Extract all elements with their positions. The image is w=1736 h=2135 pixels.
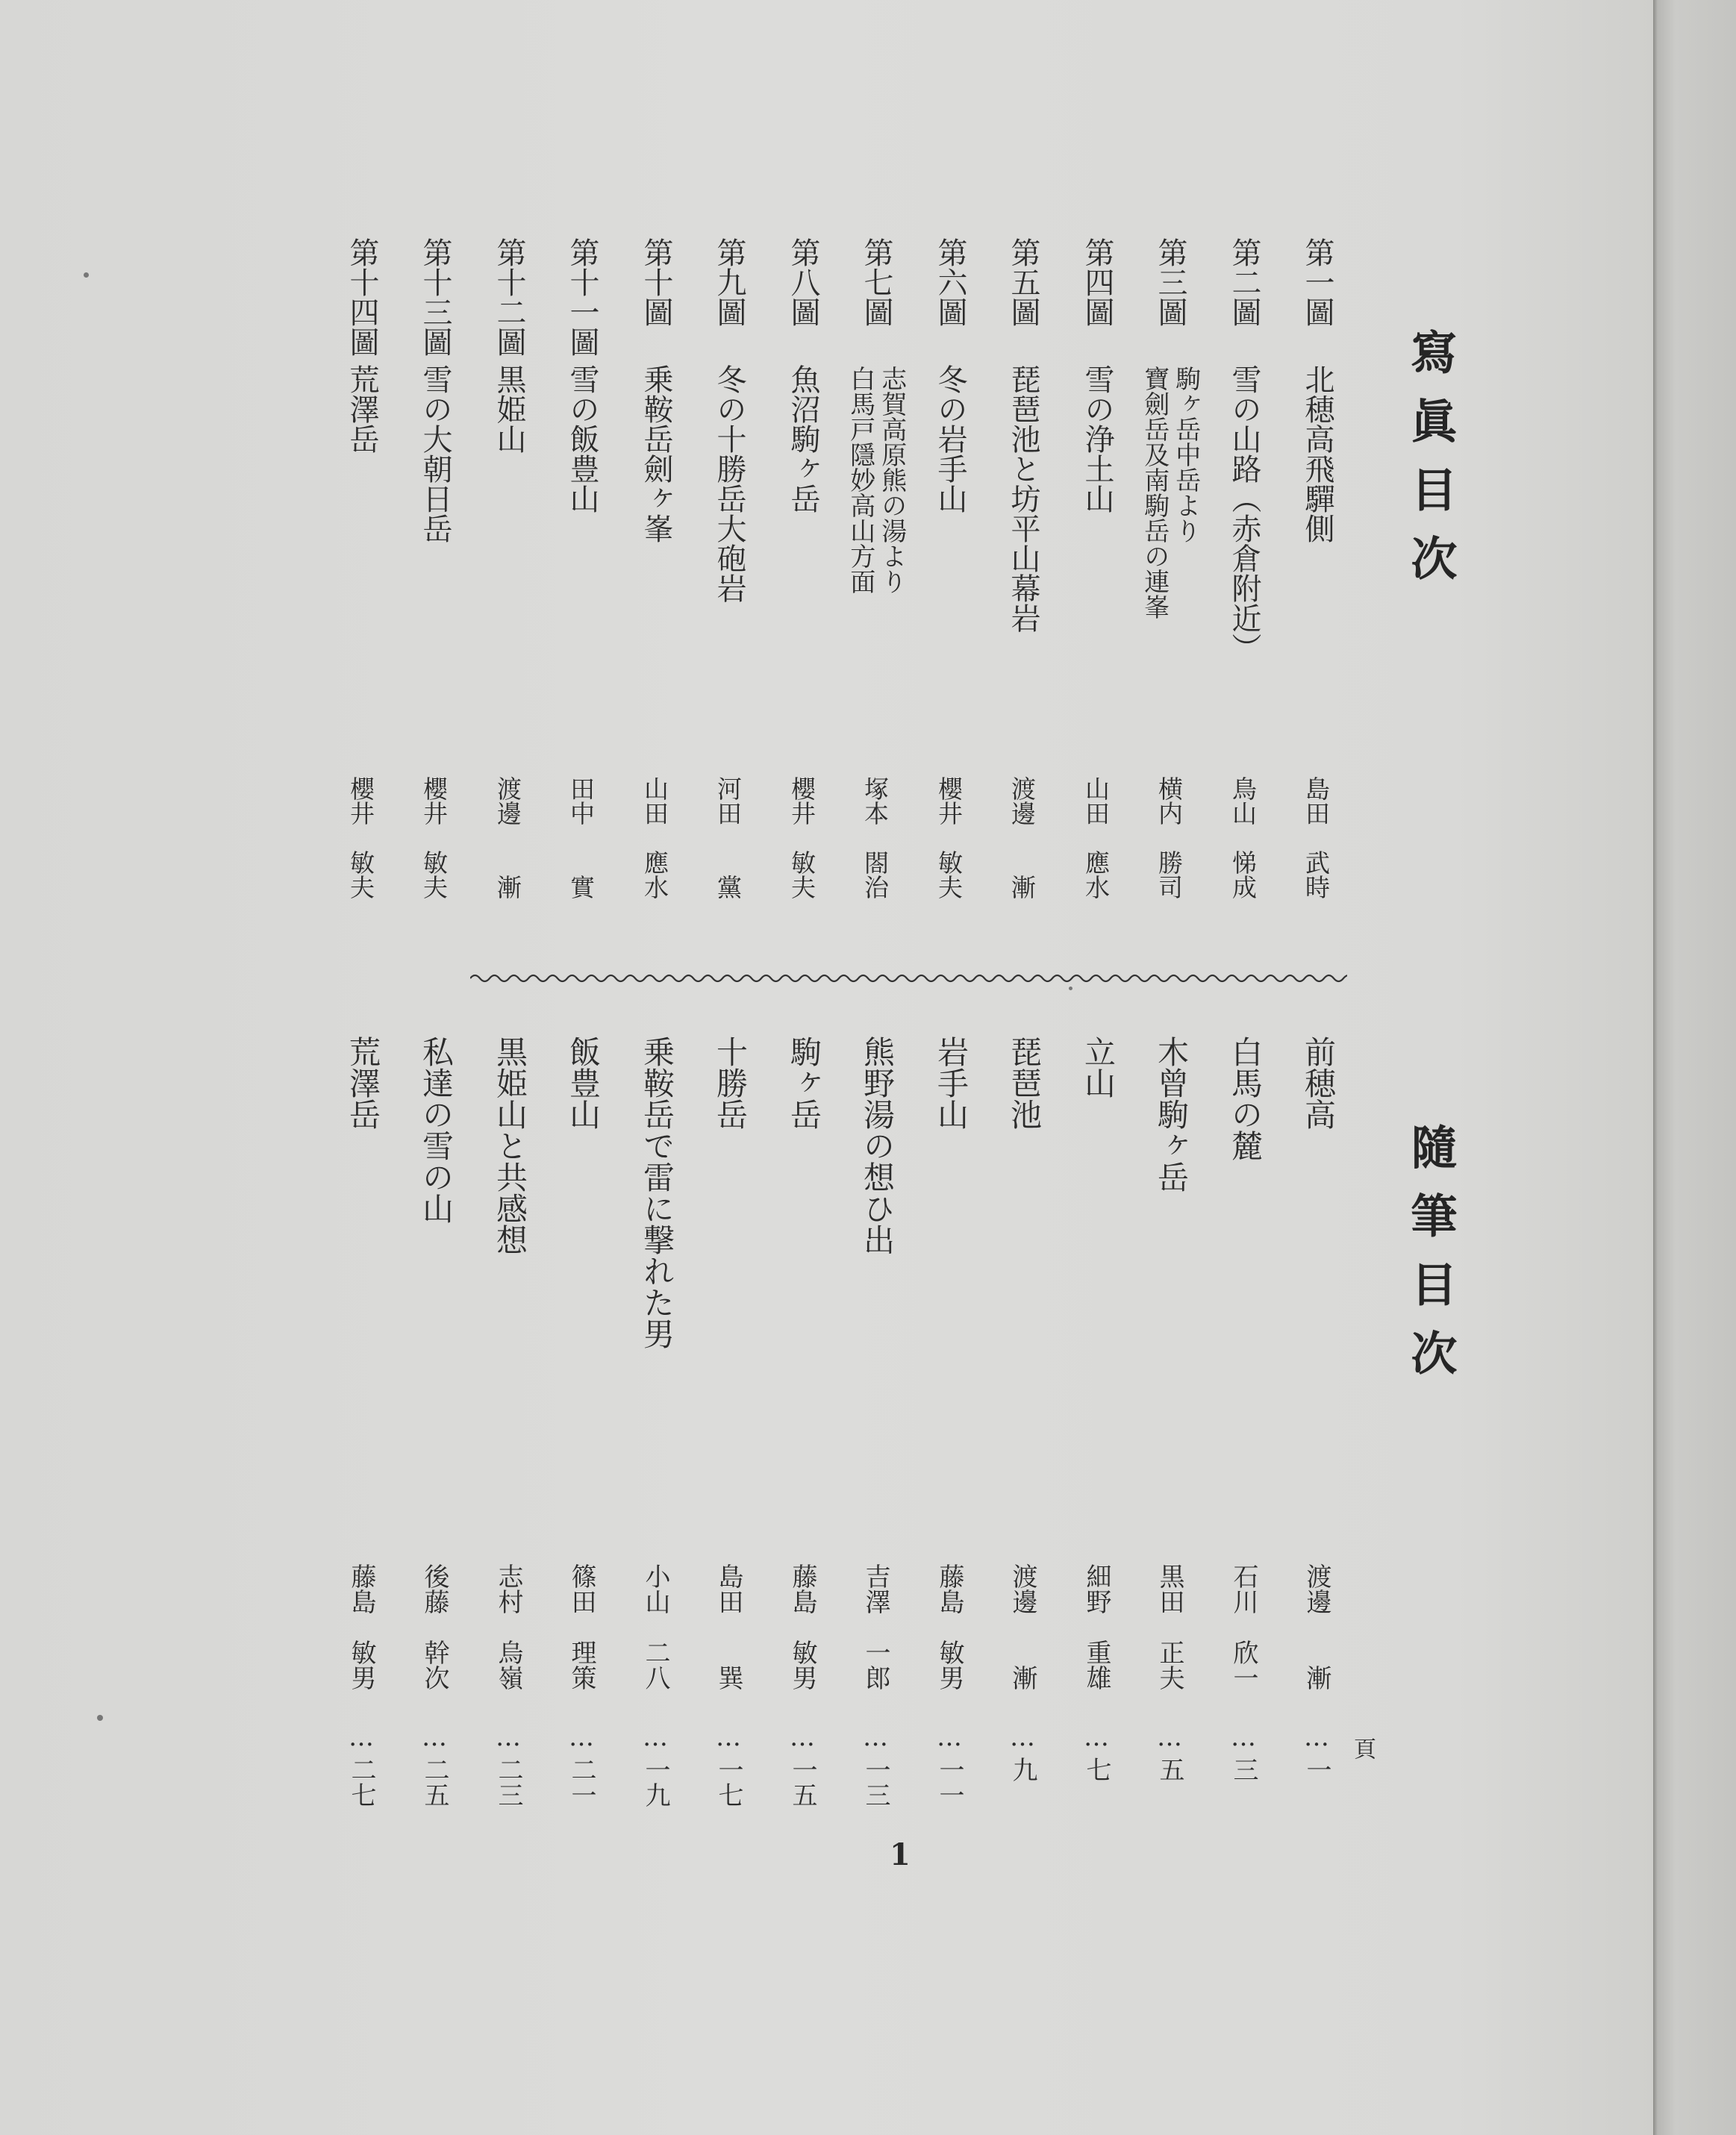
leader-dots: … xyxy=(640,1722,670,1752)
essay-entry-author: 渡邊 漸 xyxy=(1302,1563,1331,1690)
essay-entry-author: 篠田 理策 xyxy=(566,1563,596,1690)
essay-entry-title: 岩手山 xyxy=(933,1036,970,1130)
leader-dots: … xyxy=(1155,1722,1184,1752)
essay-entry-author: 島田 巽 xyxy=(714,1563,743,1690)
essay-entry-page: 五 xyxy=(1155,1757,1184,1782)
ink-speck xyxy=(84,272,89,278)
photo-entry-title: 雪の浄土山 xyxy=(1080,364,1114,513)
photo-entry-photographer: 山田 應水 xyxy=(640,776,669,899)
page-gutter-edge xyxy=(1653,0,1736,2135)
photo-entry-number: 第十二圖 xyxy=(492,237,526,357)
essay-entry-page: 二七 xyxy=(346,1757,376,1807)
photo-entry-number: 第九圖 xyxy=(712,237,746,327)
photo-entry-photographer: 河田 黨 xyxy=(714,776,743,899)
essay-entry-page: 一 xyxy=(1302,1757,1331,1782)
essay-entry-page: 二一 xyxy=(566,1757,596,1807)
essay-entry-title: 白馬の麓 xyxy=(1227,1036,1264,1161)
photo-entry-title: 北穂高飛驒側 xyxy=(1300,364,1334,543)
leader-dots: … xyxy=(714,1722,743,1752)
essay-entry-title: 十勝岳 xyxy=(712,1036,749,1130)
photo-entry-title-line: 志賀高原熊の湯より xyxy=(876,366,907,594)
photo-entry-title: 冬の十勝岳大砲岩 xyxy=(712,364,746,603)
essay-entry-author: 藤島 敏男 xyxy=(346,1563,376,1690)
photo-entry-title: 魚沼駒ヶ岳 xyxy=(786,364,820,513)
photo-entry-number: 第二圖 xyxy=(1227,237,1261,327)
essay-entry-page: 三 xyxy=(1228,1757,1258,1782)
essay-entry-author: 小山 二八 xyxy=(640,1563,670,1690)
photo-entry-title: 雪の大朝日岳 xyxy=(418,364,452,543)
photo-entry-title: 雪の飯豊山 xyxy=(565,364,599,513)
essay-entry-author: 藤島 敏男 xyxy=(934,1563,964,1690)
essay-entry-page: 九 xyxy=(1008,1757,1037,1782)
photo-entry-title: 冬の岩手山 xyxy=(933,364,967,513)
ink-speck xyxy=(97,1715,103,1721)
photo-entry-photographer: 櫻井 敏夫 xyxy=(787,776,817,899)
essay-entry-title: 私達の雪の山 xyxy=(418,1036,455,1224)
photo-entry-photographer: 渡邊 漸 xyxy=(1008,776,1037,899)
essay-entry-page: 七 xyxy=(1081,1757,1111,1782)
essay-entry-title: 乗鞍岳で雷に撃れた男 xyxy=(639,1036,675,1349)
essay-entry-author: 石川 欣一 xyxy=(1228,1563,1258,1690)
photo-entry-number: 第八圖 xyxy=(786,237,820,327)
leader-dots: … xyxy=(419,1722,449,1752)
essay-entry-author: 吉澤 一郎 xyxy=(861,1563,890,1690)
photo-entry-number: 第十一圖 xyxy=(565,237,599,357)
photo-entry-photographer: 櫻井 敏夫 xyxy=(419,776,449,899)
leader-dots: … xyxy=(566,1722,596,1752)
essay-entry-title: 飯豊山 xyxy=(565,1036,602,1130)
photo-entry-number: 第五圖 xyxy=(1006,237,1040,327)
page-folio: 1 xyxy=(890,1837,911,1872)
photo-entry-number: 第十三圖 xyxy=(418,237,452,357)
essay-entry-author: 黒田 正夫 xyxy=(1155,1563,1184,1690)
essay-entry-page: 一五 xyxy=(787,1757,817,1807)
essay-entry-author: 藤島 敏男 xyxy=(787,1563,817,1690)
photo-entry-photographer: 山田 應水 xyxy=(1081,776,1111,899)
photo-entry-number: 第十圖 xyxy=(639,237,673,327)
photo-entry-photographer: 渡邊 漸 xyxy=(493,776,522,899)
photo-entry-photographer: 櫻井 敏夫 xyxy=(934,776,964,899)
essay-entry-page: 一三 xyxy=(861,1757,890,1807)
photo-entry-number: 第四圖 xyxy=(1080,237,1114,327)
leader-dots: … xyxy=(1008,1722,1037,1752)
photo-entry-photographer: 田中 實 xyxy=(566,776,596,899)
photo-entry-photographer: 櫻井 敏夫 xyxy=(346,776,375,899)
photo-entry-title-line: 寶劍岳及南駒岳の連峯 xyxy=(1139,366,1170,619)
photo-entry-title-line: 駒ヶ岳中岳より xyxy=(1170,366,1201,543)
photo-entry-number: 第七圖 xyxy=(859,237,893,327)
page-column-marker: 頁 xyxy=(1349,1737,1376,1760)
leader-dots: … xyxy=(1302,1722,1331,1752)
essay-entry-title: 熊野湯の想ひ出 xyxy=(859,1036,896,1255)
essay-toc-heading: 隨筆目次 xyxy=(1403,1123,1458,1398)
photo-entry-photographer: 横内 勝司 xyxy=(1155,776,1184,899)
leader-dots: … xyxy=(1081,1722,1111,1752)
essay-entry-title: 前穂高 xyxy=(1300,1036,1337,1130)
leader-dots: … xyxy=(934,1722,964,1752)
essay-entry-page: 一七 xyxy=(714,1757,743,1807)
leader-dots: … xyxy=(1228,1722,1258,1752)
photo-entry-number: 第十四圖 xyxy=(345,237,379,357)
photo-entry-photographer: 鳥山 悌成 xyxy=(1228,776,1258,899)
photo-entry-number: 第一圖 xyxy=(1300,237,1334,327)
essay-entry-page: 一九 xyxy=(640,1757,670,1807)
photo-entry-photographer: 島田 武時 xyxy=(1302,776,1331,899)
leader-dots: … xyxy=(861,1722,890,1752)
essay-entry-page: 二五 xyxy=(419,1757,449,1807)
leader-dots: … xyxy=(493,1722,523,1752)
essay-entry-author: 渡邊 漸 xyxy=(1008,1563,1037,1690)
photo-entry-title: 乗鞍岳劍ヶ峯 xyxy=(639,364,673,543)
photo-entry-photographer: 塚本 閤治 xyxy=(861,776,890,899)
essay-entry-author: 後藤 幹次 xyxy=(419,1563,449,1690)
photo-toc-heading: 寫眞目次 xyxy=(1403,328,1458,603)
leader-dots: … xyxy=(346,1722,376,1752)
photo-entry-title-line: 白馬戸隱妙高山方面 xyxy=(845,366,875,594)
leader-dots: … xyxy=(787,1722,817,1752)
essay-entry-title: 立山 xyxy=(1080,1036,1117,1098)
essay-entry-title: 駒ヶ岳 xyxy=(786,1036,822,1130)
essay-entry-title: 黒姫山と共感想 xyxy=(492,1036,528,1255)
essay-entry-page: 一一 xyxy=(934,1757,964,1807)
photo-entry-title: 荒澤岳 xyxy=(345,364,379,454)
essay-entry-title: 荒澤岳 xyxy=(345,1036,381,1130)
photo-entry-number: 第三圖 xyxy=(1153,237,1187,327)
essay-entry-page: 二三 xyxy=(493,1757,523,1807)
photo-entry-title: 雪の山路（赤倉附近） xyxy=(1227,364,1261,663)
photo-entry-title: 黒姫山 xyxy=(492,364,526,454)
essay-entry-author: 志村 烏嶺 xyxy=(493,1563,523,1690)
photo-entry-number: 第六圖 xyxy=(933,237,967,327)
essay-entry-title: 琵琶池 xyxy=(1006,1036,1043,1130)
wavy-divider xyxy=(470,969,1347,988)
photo-entry-title: 琵琶池と坊平山幕岩 xyxy=(1006,364,1040,633)
essay-entry-title: 木曾駒ヶ岳 xyxy=(1153,1036,1190,1192)
essay-entry-author: 細野 重雄 xyxy=(1081,1563,1111,1690)
ink-speck xyxy=(1069,987,1072,990)
